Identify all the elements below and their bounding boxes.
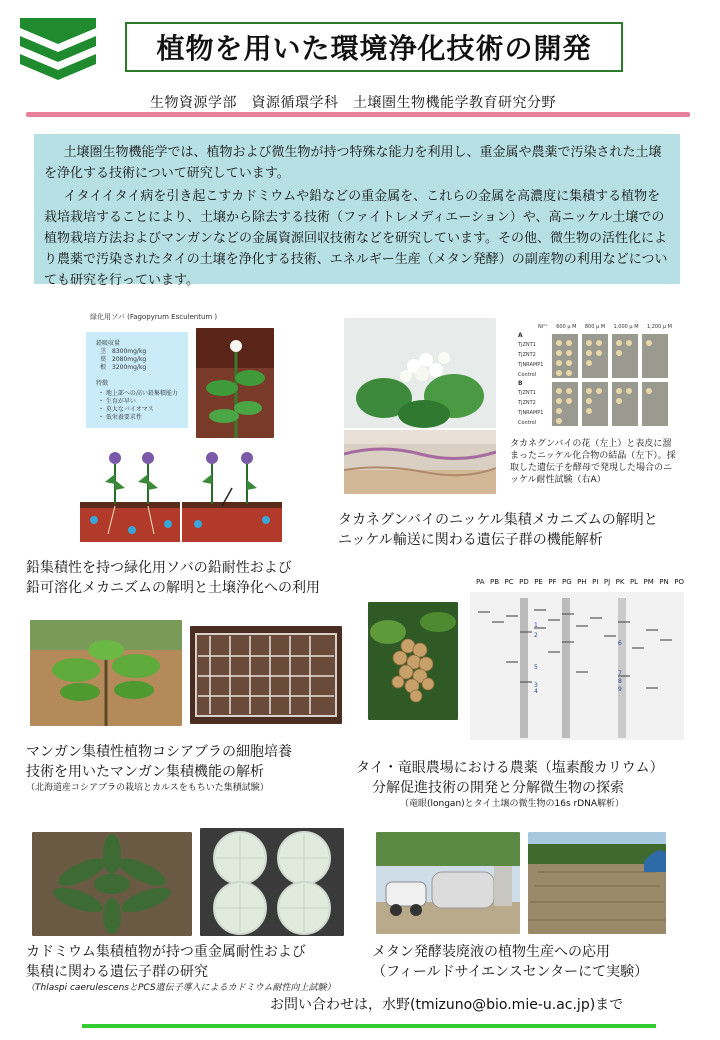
soba-uptake-row: 根 3200mg/kg — [100, 364, 147, 371]
gel-band-label: 8 — [618, 678, 622, 685]
assay-header-cell: Ni²⁺ — [538, 324, 548, 330]
cadmium-plate-assay-photo — [200, 828, 344, 936]
methane-caption-line1: メタン発酵装廃液の植物生産への応用 — [372, 944, 610, 960]
koshiabura-plant-photo — [30, 620, 182, 726]
methane-plant-photo — [376, 832, 520, 934]
gel-lane-label: PA — [476, 578, 485, 586]
assay-row-label: TjZNT1 — [518, 342, 536, 348]
assay-header-cell: 1,000 μ M — [613, 324, 639, 330]
thai-caption-line1: タイ・竜眼農場における農薬（塩素酸カリウム） — [356, 760, 664, 776]
gel-band-label: 3 — [534, 682, 538, 689]
soba-panel-title: 緑化用ソバ (Fagopyrum Esculentum ) — [90, 313, 218, 321]
page-title: 植物を用いた環境浄化技術の開発 — [156, 32, 592, 65]
soba-features-title: 特徴 — [96, 380, 109, 387]
gel-lane-label: PH — [577, 578, 587, 586]
assay-row-label: TjNRAMP1 — [518, 362, 544, 368]
gel-lane-label: PM — [643, 578, 654, 586]
affiliation: 生物資源学部 資源循環学科 土壌圏生物機能学教育研究分野 — [150, 95, 556, 111]
soba-feature: ・ 生育が早い — [98, 398, 136, 405]
nickel-caption-line2: ニッケル輸送に関わる遺伝子群の機能解析 — [338, 532, 603, 548]
gel-lane-label: PD — [519, 578, 529, 586]
gel-band-label: 6 — [618, 640, 622, 647]
soba-uptake-row: 茎 8300mg/kg — [100, 348, 147, 355]
soba-diagram-left — [80, 444, 180, 544]
assay-row-label: Control — [518, 372, 537, 378]
university-logo — [18, 14, 98, 86]
cadmium-caption-line2: 集積に関わる遺伝子群の研究 — [26, 964, 208, 980]
assay-row-label: Control — [518, 420, 537, 426]
soba-feature: ・ 地上部への高い鉛集積能力 — [98, 390, 178, 397]
longan-fruit-photo — [368, 602, 458, 720]
nickel-yeast-assay — [512, 322, 672, 432]
soba-caption-line2: 鉛可溶化メカニズムの解明と土壌浄化への利用 — [26, 580, 320, 596]
nickel-caption-line1: タカネグンバイのニッケル集積メカニズムの解明と — [338, 512, 658, 528]
title-box — [125, 22, 623, 72]
dgge-gel — [470, 578, 684, 740]
assay-label-b: B — [518, 380, 523, 387]
assay-header-cell: 600 μ M — [556, 324, 577, 330]
intro-paragraph-1: 土壌圏生物機能学では、植物および微生物が持つ特殊な能力を利用し、重金属や農薬で汚染された土壌を浄化する技術について研究しています。 — [44, 145, 662, 181]
callus-culture-photo — [190, 626, 342, 724]
gel-lane-label: PN — [659, 578, 669, 586]
gel-lane-label: PF — [548, 578, 557, 586]
gel-lane-label: PB — [490, 578, 500, 586]
soba-caption-line1: 鉛集積性を持つ緑化用ソバの鉛耐性および — [26, 560, 292, 576]
gel-band-label: 7 — [618, 670, 622, 677]
nickel-side-note: タカネグンバイの花（左上）と表皮に溜まったニッケル化合物の結晶（左下）。採取した遺伝子を酵母で発現した場合のニッケル耐性試験（右A） — [510, 439, 676, 485]
intro-paragraph-2: イタイイタイ病を引き起こすカドミウムや鉛などの重金属を、これらの金属を高濃度に集積する植物を栽培栽培することにより、土壌から除去する技術（ファイトレメディエーション）や、高ニッケル土壌での植物栽培方法およびマンガンなどの金属資源回収技術などを研究しています。その他、微生物の活性化により農薬で汚染されたタイの土壌を浄化する技術、エネルギー生産（メタン発酵）の副産物の利用などについても研究を行っています。 — [44, 189, 668, 288]
soba-diagram-right — [182, 444, 282, 544]
gel-image — [470, 592, 684, 740]
gel-band-label: 4 — [534, 688, 538, 695]
assay-row-label: TjZNT2 — [518, 352, 536, 358]
cadmium-caption-line1: カドミウム集積植物が持つ重金属耐性および — [26, 944, 306, 960]
thai-caption-line2: 分解促進技術の開発と分解微生物の探索 — [372, 780, 624, 796]
manganese-caption-line2: 技術を用いたマンガン集積機能の解析 — [26, 764, 264, 780]
soba-uptake-title: 鉛吸収量 — [96, 340, 121, 347]
soba-plant-photo — [196, 328, 274, 438]
gel-lane-label: PE — [534, 578, 543, 586]
gel-lane-label: PC — [504, 578, 514, 586]
gel-band-label: 1 — [534, 622, 538, 629]
pink-divider — [26, 112, 690, 117]
gel-lane-labels — [476, 578, 684, 586]
assay-header-cell: 800 μ M — [584, 324, 606, 330]
thlaspi-plant-photo — [32, 832, 192, 936]
cadmium-subcaption: （Thlaspi caerulescensとPCS遺伝子導入によるカドミウム耐性向上試験） — [26, 983, 336, 993]
assay-row-label: TjNRAMP1 — [518, 410, 544, 416]
soba-feature: ・ 莫大なバイオマス — [98, 406, 154, 413]
gel-lane-label: PG — [562, 578, 572, 586]
manganese-caption-line1: マンガン集積性植物コシアブラの細胞培養 — [26, 744, 292, 760]
takanegunbai-flower-photo — [344, 318, 496, 428]
field-experiment-photo — [528, 832, 666, 934]
gel-lane-label: PO — [674, 578, 684, 586]
gel-lane-label: PL — [629, 578, 639, 586]
gel-band-label: 5 — [534, 664, 538, 671]
manganese-subcaption: （北海道産コシアブラの栽培とカルスをもちいた集積試験） — [26, 783, 269, 793]
gel-band-label: 9 — [618, 686, 622, 693]
methane-caption-line2: （フィールドサイエンスセンターにて実験） — [372, 964, 649, 980]
assay-row-label: TjZNT2 — [518, 400, 536, 406]
intro-box — [34, 134, 680, 288]
gel-band-label: 2 — [534, 632, 538, 639]
assay-row-label: TjZNT1 — [518, 390, 536, 396]
soba-figure — [78, 308, 278, 548]
green-divider — [82, 1024, 656, 1028]
assay-header — [538, 324, 672, 330]
assay-plates — [552, 334, 670, 428]
gel-lane-label: PI — [592, 578, 599, 586]
assay-header-cell: 1,200 μ M — [646, 324, 672, 330]
thai-subcaption: （竜眼(longan)とタイ土壌の微生物の16s rDNA解析） — [400, 799, 625, 809]
gel-lane-label: PJ — [603, 578, 611, 586]
soba-feature: ・ 低栄養要求性 — [98, 414, 142, 421]
soba-info-box — [86, 332, 188, 428]
gel-lane-label: PK — [615, 578, 625, 586]
soba-uptake-row: 葉 2080mg/kg — [100, 356, 147, 363]
contact-info: お問い合わせは，水野(tmizuno@bio.mie-u.ac.jp)まで — [270, 997, 624, 1013]
assay-label-a: A — [518, 332, 523, 339]
nickel-crystal-micrograph — [344, 430, 496, 494]
